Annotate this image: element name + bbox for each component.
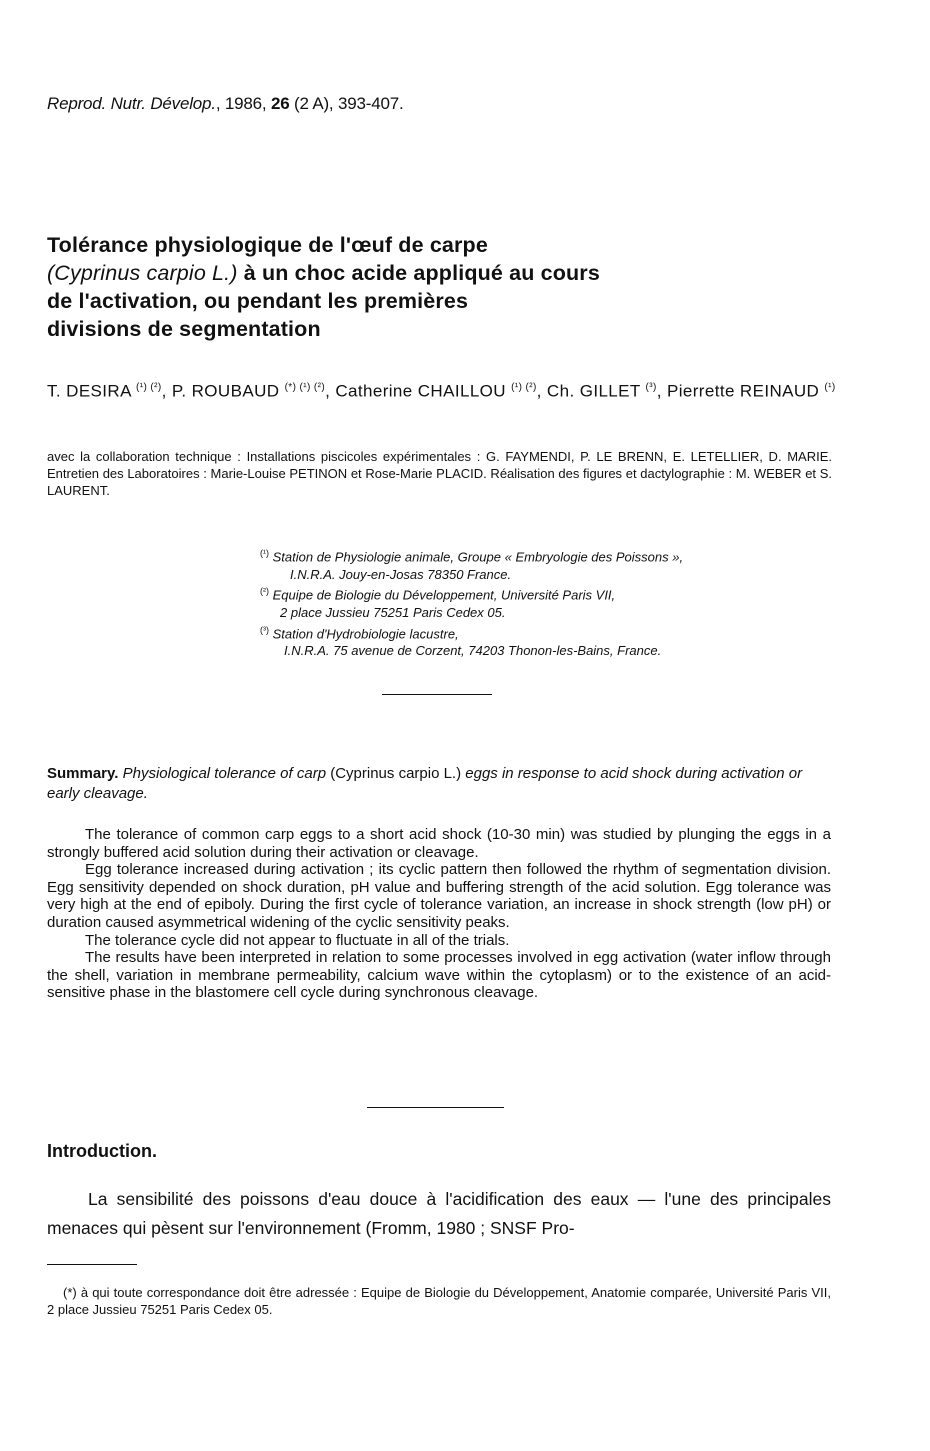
title-line-1: Tolérance physiologique de l'œuf de carpe	[47, 233, 488, 257]
summary-label: Summary.	[47, 765, 119, 782]
separator-rule	[382, 694, 492, 695]
title-line-3: de l'activation, ou pendant les premières	[47, 289, 469, 313]
affiliations: $^{(^1)}$ Station de Physiologie animale, Groupe « Embryologie des Poissons », I.N.R.A. Jouy-en-Josas 78350 France. $^{(^2)}$ Equipe de Biologie du Développement, Université Paris VII, 2 place Jussieu 75251 Paris Cedex 05. $^{(^3)}$ Station d'Hydrobiologie lacustre, I.N.R.A. 75 avenue de Corzent, 74203 Thonon-les-Bains, France.	[260, 545, 850, 660]
abstract-paragraph: The tolerance of common carp eggs to a short acid shock (10-30 min) was studied by plunging the eggs in a strongly buffered acid solution during their activation or cleavage.	[47, 826, 831, 861]
page-range: 393-407.	[337, 94, 404, 113]
technical-collaboration: avec la collaboration technique : Installations piscicoles expérimentales : G. FAYMENDI, P. LE BRENN, E. LETELLIER, D. MARIE. Entretien des Laboratoires : Marie-Louise PETINON et Rose-Marie PLACID. Réalisation des figures et dactylographie : M. WEBER et S. LAURENT.	[47, 449, 832, 498]
affiliation-3: $^{(^3)}$ Station d'Hydrobiologie lacustre,	[260, 624, 459, 641]
affiliation-1: $^{(^1)}$ Station de Physiologie animale, Groupe « Embryologie des Poissons »,	[260, 548, 684, 565]
volume: 26	[270, 94, 290, 113]
abstract-paragraph: Egg tolerance increased during activation ; its cyclic pattern then followed the rhythm of segmentation division. Egg sensitivity depended on shock duration, pH value and buffering strength of the acid solution. Egg tolerance was very high at the end of epiboly. During the first cycle of tolerance variation, an increase in shock strength (low pH) or duration caused asymmetrical widening of the cyclic sensitivity peaks.	[47, 861, 831, 931]
footnote: (*) à qui toute correspondance doit être adressée : Equipe de Biologie du Développement, Anatomie comparée, Université Paris VII, 2 place Jussieu 75251 Paris Cedex 05.	[47, 1285, 831, 1317]
title-line-4: divisions de segmentation	[47, 317, 321, 341]
abstract-paragraph: The results have been interpreted in relation to some processes involved in egg activation (water inflow through the shell, variation in membrane permeability, calcium wave within the cytoplasm) or to the existence of an acid-sensitive phase in the blastomere cell cycle during synchronous cleavage.	[47, 949, 831, 1002]
issue: (2 A),	[294, 94, 334, 113]
section-heading-introduction: Introduction.	[47, 1141, 157, 1161]
journal-name: Reprod. Nutr. Dévelop.	[47, 94, 216, 113]
introduction-text: La sensibilité des poissons d'eau douce à l'acidification des eaux — l'une des principales menaces qui pèsent sur l'environnement (Fromm, 1980 ; SNSF Pro-	[47, 1189, 831, 1238]
abstract-body	[47, 826, 831, 1002]
author-list: T. DESIRA $^{(^1) (^2)}$, P. ROUBAUD $^{(*) (^1) (^2)}$, Catherine CHAILLOU $^{(^1) (^2)}$, Ch. GILLET $^{(^3)}$, Pierrette REINAUD $^{(^1)}$	[47, 381, 836, 401]
citation-line: Reprod. Nutr. Dévelop., 1986, 26 (2 A), 393-407.	[47, 94, 404, 113]
article-title	[47, 231, 807, 343]
affiliation-2: $^{(^2)}$ Equipe de Biologie du Développement, Université Paris VII,	[260, 586, 616, 603]
year: 1986,	[224, 94, 267, 113]
separator-rule	[367, 1107, 504, 1108]
abstract-paragraph: The tolerance cycle did not appear to fluctuate in all of the trials.	[85, 931, 510, 949]
title-line-2: (Cyprinus carpio L.) à un choc acide appliqué au cours	[47, 261, 600, 285]
summary-heading: Summary. Physiological tolerance of carp (Cyprinus carpio L.) eggs in response to acid shock during activation or early cleavage.	[47, 765, 803, 802]
footnote-rule	[47, 1264, 137, 1265]
species-name: (Cyprinus carpio L.)	[47, 261, 238, 285]
